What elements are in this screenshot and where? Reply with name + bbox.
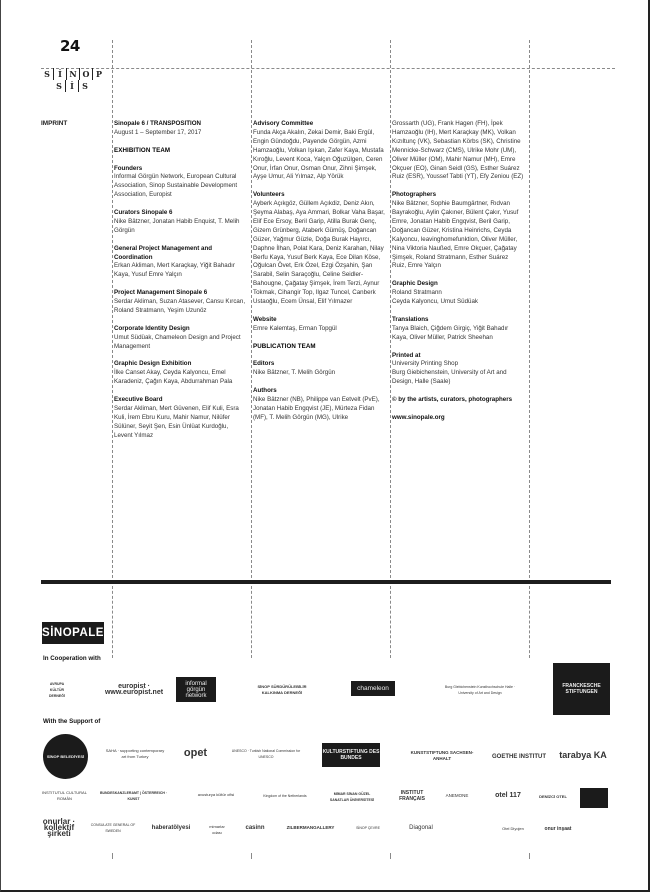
grid-line <box>390 853 391 859</box>
block-text: August 1 – September 17, 2017 <box>114 128 202 136</box>
chameleon-logo: chameleon <box>351 681 395 696</box>
block-text: Informal Görgün Network, European Cultural Association, Sinop Sustainable Development Association, Europist <box>114 173 238 199</box>
kunststiftung-sachsen-anhalt-logo: KUNSTSTIFTUNG SACHSEN-ANHALT <box>410 750 474 761</box>
block-text: Funda Akça Akalın, Zekai Demir, Baki Ergül, Engin Gündoğdu, Payende Görgün, Azmi Hamzaoğlu, Volkan Işıkan, Zafer Kaya, Mustafa Kıroğlu, Levent Koca, Yalçın Oğuzülgen, Ceren Onur, İrfan Onur, Osman Onur, Zihni Şimşek, Ayşe Umur, Ali Yılmaz, Alp Yörük <box>253 128 384 181</box>
block-text: Serdar Akliman, Mert Güvenen, Elif Kuli, Esra Kuli, İrem Ebru Kuru, Mahir Namur, Nilüfer Sülüner, Seyit Şen, Esin Ünlüat Kurdoğlu, Levent Yılmaz <box>114 404 239 439</box>
block-text: İlke Canset Akay, Ceyda Kalyoncu, Emel Karadeniz, Çağın Kaya, Abdurrahman Pala <box>114 369 233 386</box>
grid-line <box>529 586 530 658</box>
sinop-belediyesi-logo: SİNOP BELEDİYESİ <box>43 734 88 779</box>
imprint-block <box>392 396 524 405</box>
grid-line <box>529 40 530 583</box>
imprint-block <box>114 360 246 387</box>
imprint-block <box>392 191 524 271</box>
grid-line <box>529 853 530 859</box>
lighthouse-logo <box>587 815 611 841</box>
team-heading: EXHIBITION TEAM <box>114 146 171 154</box>
logo-letter: İ <box>53 68 66 80</box>
logo-letter: S <box>78 80 91 92</box>
mimarlar-odasi-logo: mimarlar odası <box>209 824 225 835</box>
block-text: Nike Bätzner (NB), Philippe van Eetvelt (PvE), Jonatan Habib Engqvist (JE), Mürteza Fidan (MF), T. Melih Görgün (MG), Ulrike <box>253 396 380 421</box>
sinop-cevre-logo: SİNOP ÇEVRE <box>356 826 380 830</box>
casinn-logo: casinn <box>245 825 265 831</box>
swimmer-logo <box>456 815 484 841</box>
imprint-block <box>253 387 385 423</box>
denizci-otel-logo: DENİZCİ OTEL <box>539 794 567 799</box>
block-text: University Printing Shop <box>392 360 459 368</box>
imprint-block <box>253 316 385 334</box>
onurlar-logo: onurlar · kollektif şirketi <box>42 817 76 838</box>
block-heading: Authors <box>253 387 277 395</box>
block-text: Umut Südüak, Chameleon Design and Project Management <box>114 333 241 350</box>
imprint-block <box>392 414 524 423</box>
avusturya-kultur-ofisi-logo: avusturya kültür ofisi <box>197 792 235 797</box>
block-heading: Executive Board <box>114 395 163 403</box>
block-text: Tanya Blaich, Çiğdem Girgiç, Yiğit Bahadır Kaya, Oliver Müller, Patrick Sheehan <box>392 324 509 341</box>
imprint-block <box>114 147 246 156</box>
block-heading: Graphic Design Exhibition <box>114 360 192 368</box>
support-label: With the Support of <box>43 718 101 725</box>
block-text: Emre Kalemtaş, Erman Topgül <box>253 324 337 332</box>
otel-117-logo: otel 117 <box>495 792 521 799</box>
anemone-logo: ANEMONE <box>445 793 469 798</box>
imprint-block <box>114 209 246 236</box>
block-heading: Project Management Sinopale 6 <box>114 289 208 297</box>
block-text: Erkan Akliman, Mert Karaçkay, Yiğit Bahadır Kaya, Yusuf Emre Yalçın <box>114 262 235 279</box>
imprint-block <box>392 280 524 307</box>
sinopale-logo: SİNOPALE <box>42 622 104 644</box>
imprint-block <box>114 245 246 281</box>
imprint-block <box>392 120 524 182</box>
imprint-block <box>114 120 246 138</box>
block-heading: Sinopale 6 / TRANSPOSITION <box>114 120 201 127</box>
logo-letter: S <box>44 69 50 79</box>
imprint-block <box>253 343 385 352</box>
page-number: 24 <box>60 37 80 55</box>
grid-line <box>251 40 252 583</box>
seal-logo <box>580 788 608 808</box>
onur-insaat-logo: onur inşaat <box>544 826 572 832</box>
logo-letter: P <box>92 68 105 80</box>
imprint-block <box>253 120 385 182</box>
block-heading: Advisory Committee <box>253 120 314 127</box>
block-text: Grossarth (UG), Frank Hagen (FH), İpek Hamzaoğlu (IH), Mert Karaçkay (MK), Volkan Kızıltunç (VK), Sebastian Körbs (SK), Christine Mennicke-Schwarz (CMS), Ulrike Mohr (UM), Oliver Müller (OM), Mahir Namur (MH), Emre Okçuer (EO), Ginan Seidl (GS), Esther Suárez Ruiz (ESR), Youssef Tabti (YT), Efy Zeniou (EZ) <box>392 120 524 181</box>
imprint-block <box>253 191 385 307</box>
block-heading: Curators Sinopale 6 <box>114 209 173 217</box>
mimar-sinan-logo: MİMAR SİNAN GÜZEL SANATLAR ÜNİVERSİTESİ <box>329 791 375 802</box>
block-heading: © by the artists, curators, photographers <box>392 396 513 404</box>
institut-francais-logo: INSTITUT FRANÇAIS <box>399 790 425 802</box>
block-heading: Editors <box>253 360 275 368</box>
goethe-institut-logo: GOETHE INSTITUT <box>492 754 546 760</box>
imprint-column-1 <box>114 120 246 449</box>
divider-rule <box>41 580 611 584</box>
diagonal-logo: Diagonal <box>409 825 433 831</box>
block-heading: Translations <box>392 315 429 323</box>
grid-line <box>390 586 391 658</box>
otel-diyojen-logo: Otel Diyojen <box>502 825 524 831</box>
kulturstiftung-des-bundes-logo: KULTURSTIFTUNG DES BUNDES <box>322 743 380 767</box>
imprint-column-2 <box>253 120 385 432</box>
grid-line <box>112 586 113 658</box>
europist-logo: europist · www.europist.net <box>104 683 164 696</box>
block-heading: Volunteers <box>253 191 285 199</box>
imprint-block <box>253 360 385 378</box>
imprint-block <box>114 165 246 201</box>
haber-atolyesi-logo: haberatölyesi <box>151 825 191 831</box>
sinop-surdurulebilir-kalkinma-dernegi-logo: SİNOP SÜRDÜRÜLEBİLİR KALKINMA DERNEĞİ <box>257 684 307 695</box>
kingdom-netherlands-logo: Kingdom of the Netherlands <box>263 794 307 798</box>
consulate-sweden-logo: CONSULATE GENERAL OF SWEDEN <box>90 823 136 833</box>
bundeskanzleramt-osterreich-logo: BUNDESKANZLERAMT | ÖSTERREICH · KUNST <box>99 791 168 801</box>
block-text: Roland Stratmann <box>392 289 442 297</box>
logo-letter: O <box>79 68 92 80</box>
grid-line <box>112 40 113 583</box>
grid-line <box>390 40 391 583</box>
logo-letter: S <box>56 81 62 91</box>
grid-line <box>251 853 252 859</box>
grid-line <box>112 853 113 859</box>
block-text: Serdar Akliman, Suzan Atasever, Cansu Kırcan, Roland Stratmann, Yeşim Uzunöz <box>114 298 246 314</box>
logo-letter: İ <box>65 80 78 92</box>
saha-logo: SAHA · supporting contemporary art from Turkey <box>105 748 165 759</box>
institutul-cultural-roman-logo: INSTITUTUL CULTURAL ROMÂN <box>42 790 87 801</box>
block-text: Burg Giebichenstein, University of Art and Design, Halle (Saale) <box>392 369 507 386</box>
imprint-block <box>392 316 524 343</box>
block-heading: Graphic Design <box>392 280 438 288</box>
section-label: IMPRINT <box>41 120 68 127</box>
imprint-block <box>114 289 246 316</box>
grid-line <box>251 586 252 658</box>
logo-letter: N <box>66 68 79 80</box>
zilbermangallery-logo: ZILBERMANGALLERY <box>286 825 335 830</box>
block-text: Nike Bätzner, Sophie Baumgärtner, Rıdvan Bayrakoğlu, Aylin Çakıner, Bülent Çakır, Yusuf Emre, Jonatan Habib Engqvist, Beril Garip, Doğancan Güzer, Kristina Heinrichs, Ceyda Kalyoncu, leavinghomefunktion, Oliver Müller, Nina Viktoria Naußed, Emre Okçuer, Çağatay Şimşek, Roland Stratmann, Esther Suárez Ruiz, Emre Yalçın <box>392 200 519 270</box>
imprint-block <box>392 352 524 388</box>
block-heading: Founders <box>114 164 143 172</box>
block-heading: Photographers <box>392 191 437 199</box>
block-heading: Printed at <box>392 351 421 359</box>
tarabya-logo: tarabya KA <box>559 750 607 760</box>
opet-logo: opet <box>183 747 208 759</box>
block-text: Ceyda Kalyoncu, Umut Südüak <box>392 298 478 306</box>
imprint-column-3 <box>392 120 524 432</box>
grid-line <box>41 68 615 69</box>
website-link[interactable]: www.sinopale.org <box>392 413 445 421</box>
europa-kultur-dernegi-logo: AVRUPA KÜLTÜR DERNEĞİ <box>49 682 65 698</box>
block-text: Nike Bätzner, T. Melih Görgün <box>253 369 336 377</box>
burg-giebichenstein-logo: Burg Giebichenstein Kunsthochschule Halle · University of Art and Design <box>444 685 516 695</box>
informal-gorgun-network-logo: informal görgün network <box>176 677 216 702</box>
unesco-logo: UNESCO · Turkish National Commission for UNESCO <box>231 749 301 759</box>
sinop-sis-logo <box>41 68 105 92</box>
cooperation-label: In Cooperation with <box>43 655 101 662</box>
block-heading: Website <box>253 315 277 323</box>
block-text: Ayberk Açıkgöz, Güllem Açıkdiz, Deniz Akın, Şeyma Alabaş, Aya Ammari, Bolkar Vaha Başar, Elif Ece Ersoy, Beril Garip, Atilla Burak Genç, Gizem Grünberg, Ataberk Gümüş, Doğancan Güzer, Yağmur Güzle, Doğa Burak Hayırcı, Daphne İlhan, Polat Kara, Deniz Karahan, Nilay Berfu Kaya, Yusuf Berk Kaya, Ece Dilan Köse, Oğulcan Övet, Erk Özel, Ezgi Özşahin, Şan Sarabil, Selin Saraçoğlu, Celine Seidler-Bahougne, Çağatay Şimşek, İrem Terzi, Aynur Tokmak, Cihangir Top, Ilgaz Tuncel, Canberk Ustaoğlu, Ecem Ünsal, Elif Yılmazer <box>253 200 385 306</box>
block-text: Nike Bätzner, Jonatan Habib Enquist, T. Melih Görgün <box>114 217 240 234</box>
imprint-block <box>114 396 246 441</box>
block-heading: Corporate Identity Design <box>114 324 190 332</box>
team-heading: PUBLICATION TEAM <box>253 342 316 350</box>
franckesche-stiftungen-logo: FRANCKESCHE STIFTUNGEN <box>553 663 610 715</box>
imprint-block <box>114 325 246 352</box>
block-heading: General Project Management and Coordination <box>114 244 212 261</box>
